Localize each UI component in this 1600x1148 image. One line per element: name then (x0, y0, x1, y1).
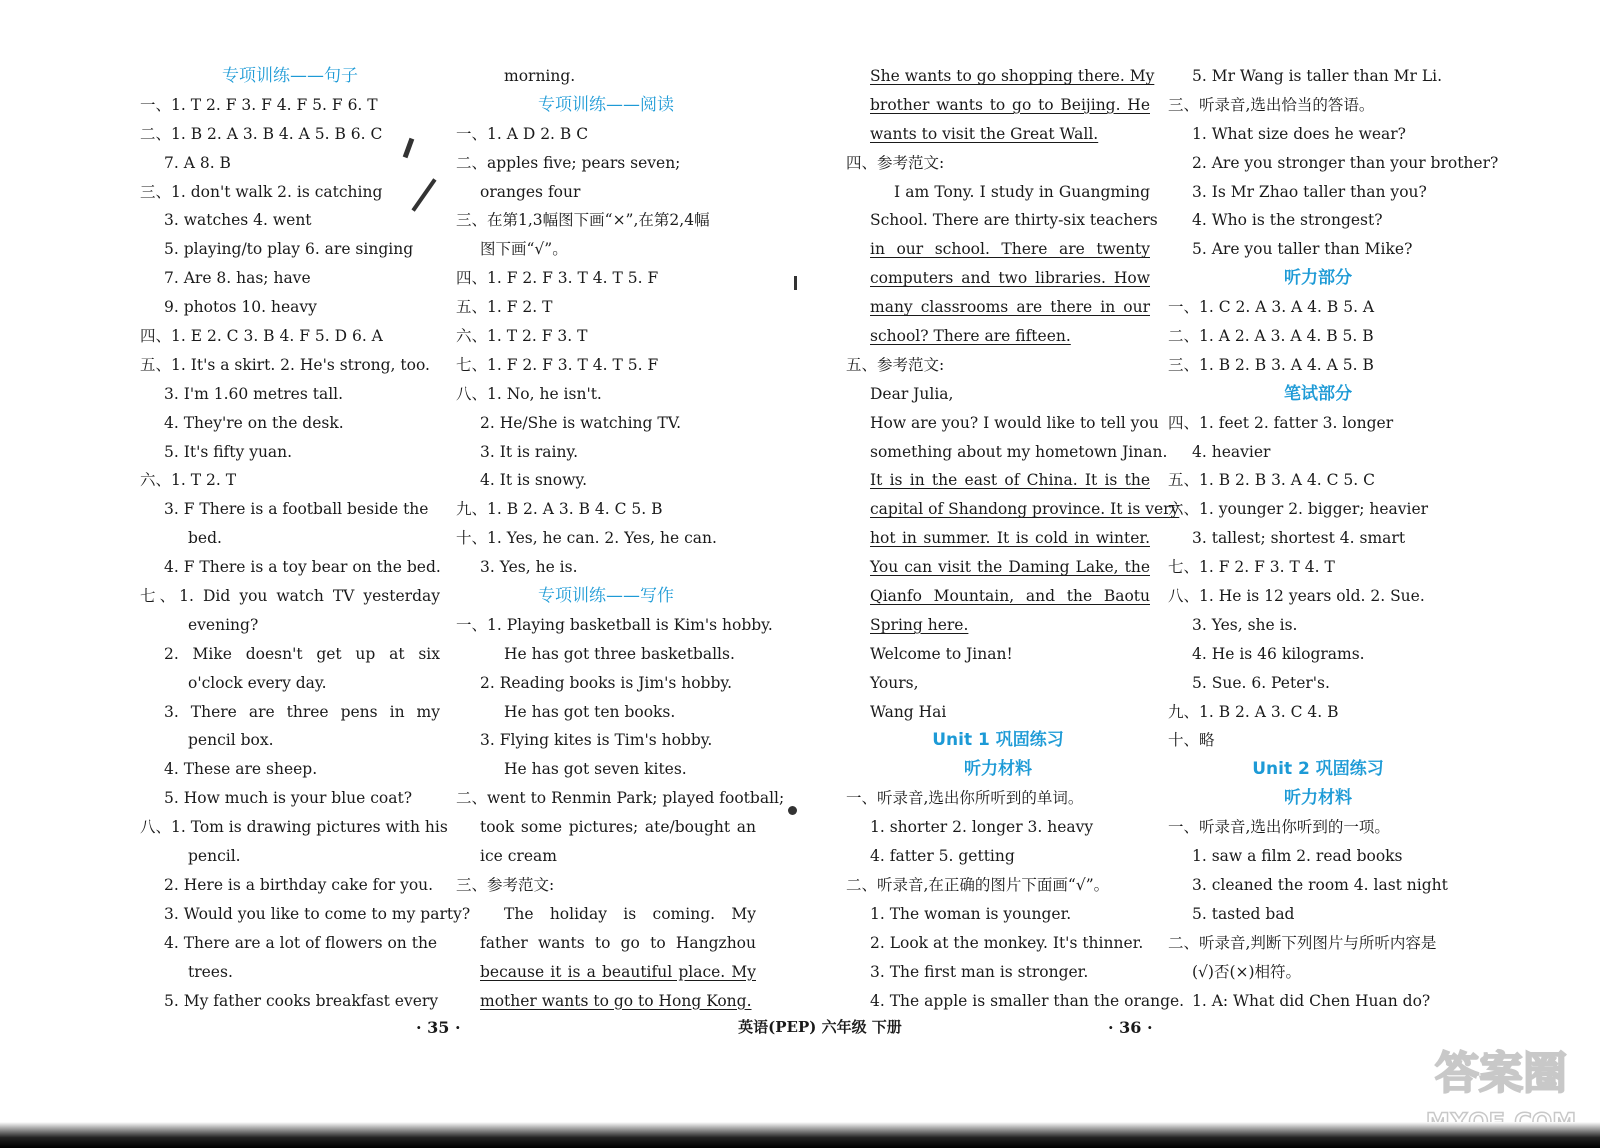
answer-line: The holiday is coming. My (504, 904, 756, 923)
column-2 (456, 62, 785, 1015)
answer-line: 六、1. T 2. F 3. T (456, 327, 588, 346)
answer-line: 一、1. C 2. A 3. A 4. B 5. A (1168, 298, 1375, 317)
answer-line: school? There are fifteen. (870, 327, 1071, 346)
answer-line: 六、1. younger 2. bigger; heavier (1168, 500, 1429, 519)
answer-line: 一、1. T 2. F 3. F 4. F 5. F 6. T (140, 95, 378, 114)
answer-line: evening? (188, 615, 259, 634)
answer-line: 3. It is rainy. (480, 442, 579, 461)
answer-line: He has got seven kites. (504, 760, 687, 779)
answer-line: 三、参考范文: (456, 875, 555, 894)
answer-line: 二、went to Renmin Park; played football; (456, 789, 785, 808)
answer-line: 1. saw a film 2. read books (1192, 847, 1403, 866)
answer-line: 十、1. Yes, he can. 2. Yes, he can. (456, 529, 717, 548)
column-3 (846, 62, 1185, 1015)
answer-line: 3. Flying kites is Tim's hobby. (480, 731, 713, 750)
answer-line: 七、1. F 2. F 3. T 4. T 5. F (456, 355, 659, 374)
answer-line: morning. (504, 67, 576, 85)
answer-line: She wants to go shopping there. My (870, 67, 1155, 85)
answer-line: 八、1. No, he isn't. (456, 384, 602, 403)
answer-line: 3. Yes, he is. (480, 558, 578, 577)
scan-mark (794, 276, 797, 290)
answer-line: 5. tasted bad (1192, 904, 1295, 923)
watermark-top: 答案圈 (1435, 1048, 1567, 1099)
answer-line: 4. They're on the desk. (164, 413, 344, 432)
answer-line: 七、1. Did you watch TV yesterday (140, 587, 440, 606)
answer-line: 四、1. F 2. F 3. T 4. T 5. F (456, 269, 659, 288)
answer-line: 2. Look at the monkey. It's thinner. (870, 933, 1144, 952)
answer-line: 一、听录音,选出你所听到的单词。 (846, 789, 1084, 808)
answer-line: 1. A: What did Chen Huan do? (1192, 991, 1431, 1010)
answer-line: Wang Hai (870, 702, 947, 721)
answer-line: 2. Here is a birthday cake for you. (164, 875, 434, 894)
column-4 (1168, 62, 1499, 1015)
answer-line: 三、听录音,选出恰当的答语。 (1168, 95, 1375, 114)
answer-line: 四、1. E 2. C 3. B 4. F 5. D 6. A (140, 327, 383, 346)
scan-mark (788, 806, 797, 815)
scan-edge (0, 1122, 1600, 1148)
answer-line: 九、1. B 2. A 3. C 4. B (1168, 702, 1339, 721)
answer-line: 五、1. It's a skirt. 2. He's strong, too. (140, 355, 430, 374)
answer-line: (√)否(×)相符。 (1192, 962, 1302, 981)
answer-line: He has got ten books. (504, 702, 676, 721)
section-heading: 专项训练——写作 (538, 586, 674, 607)
answer-line: 4. heavier (1192, 442, 1271, 461)
section-heading: 听力部分 (1284, 268, 1352, 289)
section-heading: 听力材料 (1284, 788, 1352, 809)
answer-line: 一、听录音,选出你听到的一项。 (1168, 818, 1390, 837)
answer-line: I am Tony. I study in Guangming (894, 182, 1150, 201)
answer-line: You can visit the Daming Lake, the (870, 558, 1150, 577)
answer-line: 3. Is Mr Zhao taller than you? (1192, 182, 1427, 201)
answer-line: 三、在第1,3幅图下画“×”,在第2,4幅 (456, 211, 710, 230)
answer-line: 一、1. A D 2. B C (456, 124, 589, 143)
answer-line: in our school. There are twenty (870, 240, 1150, 259)
answer-line: bed. (188, 529, 222, 548)
column-1 (140, 62, 471, 1015)
answer-line: Dear Julia, (870, 384, 954, 403)
answer-line: 四、参考范文: (846, 153, 945, 172)
section-heading: 笔试部分 (1284, 383, 1352, 404)
answer-line: 4. These are sheep. (164, 760, 318, 779)
section-heading: 专项训练——句子 (222, 66, 358, 86)
page-number-right: · 36 · (1108, 1018, 1153, 1037)
answer-line: 7. A 8. B (164, 153, 231, 172)
answer-line: 2. Mike doesn't get up at six (164, 644, 440, 663)
answer-line: 4. Who is the strongest? (1192, 211, 1383, 230)
answer-line: 4. The apple is smaller than the orange. (870, 991, 1185, 1010)
answer-line: 五、1. B 2. B 3. A 4. C 5. C (1168, 471, 1375, 490)
answer-line: 4. F There is a toy bear on the bed. (164, 558, 441, 577)
answer-line: pencil. (188, 847, 241, 866)
section-heading: Unit 1 巩固练习 (932, 730, 1064, 751)
answer-line: 3. The first man is stronger. (870, 962, 1089, 981)
answer-line: 3. Yes, she is. (1192, 615, 1298, 634)
answer-line: 图下画“√”。 (480, 240, 568, 259)
book-title: 英语(PEP) 六年级 下册 (738, 1018, 902, 1036)
answer-line: 4. There are a lot of flowers on the (164, 933, 438, 952)
answer-line: 5. Sue. 6. Peter's. (1192, 673, 1330, 692)
answer-line: He has got three basketballs. (504, 644, 735, 663)
answer-line: 4. He is 46 kilograms. (1192, 644, 1365, 663)
answer-line: 七、1. F 2. F 3. T 4. T (1168, 558, 1335, 577)
answer-line: oranges four (480, 182, 581, 201)
answer-line: 十、略 (1168, 731, 1215, 750)
answer-line: Welcome to Jinan! (870, 644, 1013, 663)
answer-line: Qianfo Mountain, and the Baotu (870, 587, 1150, 606)
answer-line: 二、apples five; pears seven; (456, 153, 681, 172)
answer-line: 9. photos 10. heavy (164, 298, 317, 317)
answer-line: 二、听录音,在正确的图片下面画“√”。 (846, 875, 1110, 894)
answer-line: computers and two libraries. How (870, 269, 1150, 288)
answer-line: pencil box. (188, 731, 274, 750)
answer-line: 2. Are you stronger than your brother? (1192, 153, 1499, 172)
answer-line: 八、1. He is 12 years old. 2. Sue. (1168, 587, 1425, 606)
answer-line: 2. He/She is watching TV. (480, 413, 682, 432)
answer-line: 4. fatter 5. getting (870, 847, 1015, 866)
answer-line: 3. I'm 1.60 metres tall. (164, 384, 344, 403)
answer-line: 四、1. feet 2. fatter 3. longer (1168, 413, 1394, 432)
answer-line: capital of Shandong province. It is very (870, 500, 1180, 519)
answer-line: 二、1. B 2. A 3. B 4. A 5. B 6. C (140, 124, 383, 143)
answer-line: 九、1. B 2. A 3. B 4. C 5. B (456, 500, 663, 519)
answer-line: 八、1. Tom is drawing pictures with his (140, 818, 448, 837)
answer-line: 1. The woman is younger. (870, 904, 1072, 923)
answer-line: o'clock every day. (188, 673, 327, 692)
answer-line: How are you? I would like to tell you (870, 413, 1159, 432)
answer-line: hot in summer. It is cold in winter. (870, 529, 1150, 548)
answer-line: 1. What size does he wear? (1192, 124, 1406, 143)
answer-line: 5. playing/to play 6. are singing (164, 240, 414, 259)
answer-line: took some pictures; ate/bought an (480, 818, 756, 837)
answer-line: 3. watches 4. went (164, 211, 312, 230)
section-heading: Unit 2 巩固练习 (1252, 759, 1384, 780)
answer-line: wants to visit the Great Wall. (870, 124, 1099, 143)
answer-line: 4. It is snowy. (480, 471, 587, 490)
page-number-left: · 35 · (416, 1018, 461, 1037)
answer-line: 二、听录音,判断下列图片与所听内容是 (1168, 933, 1437, 952)
answer-line: trees. (188, 962, 233, 981)
section-heading: 专项训练——阅读 (538, 94, 674, 115)
answer-line: something about my hometown Jinan. (870, 442, 1168, 461)
answer-line: 2. Reading books is Jim's hobby. (480, 673, 733, 692)
answer-line: mother wants to go to Hong Kong. (480, 991, 752, 1010)
answer-line: 六、1. T 2. T (140, 471, 237, 490)
answer-line: father wants to go to Hangzhou (480, 933, 756, 952)
answer-line: 五、1. F 2. T (456, 298, 553, 317)
answer-line: It is in the east of China. It is the (870, 471, 1150, 490)
answer-line: 5. How much is your blue coat? (164, 789, 413, 808)
section-heading: 听力材料 (964, 759, 1032, 780)
answer-line: 五、参考范文: (846, 355, 945, 374)
answer-line: 三、1. B 2. B 3. A 4. A 5. B (1168, 355, 1374, 374)
answer-line: 5. My father cooks breakfast every (164, 991, 439, 1010)
answer-line: 3. tallest; shortest 4. smart (1192, 529, 1406, 548)
answer-line: 三、1. don't walk 2. is catching (140, 182, 383, 201)
answer-line: ice cream (480, 847, 557, 866)
answer-line: 5. Mr Wang is taller than Mr Li. (1192, 67, 1443, 85)
answer-line: 3. Would you like to come to my party? (164, 904, 471, 923)
answer-line: 3. There are three pens in my (164, 702, 440, 721)
answer-line: School. There are thirty-six teachers (870, 211, 1158, 230)
answer-line: 3. F There is a football beside the (164, 500, 429, 519)
answer-line: 3. cleaned the room 4. last night (1192, 875, 1448, 894)
answer-line: 5. It's fifty yuan. (164, 442, 293, 461)
answer-line: 一、1. Playing basketball is Kim's hobby. (456, 615, 773, 634)
answer-line: because it is a beautiful place. My (480, 962, 756, 981)
answer-line: 5. Are you taller than Mike? (1192, 240, 1413, 259)
answer-line: Spring here. (870, 615, 969, 634)
answer-line: many classrooms are there in our (870, 298, 1150, 317)
answer-line: 二、1. A 2. A 3. A 4. B 5. B (1168, 327, 1374, 346)
answer-line: 1. shorter 2. longer 3. heavy (870, 818, 1094, 837)
answer-line: 7. Are 8. has; have (164, 269, 311, 288)
answer-line: Yours, (870, 673, 919, 692)
answer-line: brother wants to go to Beijing. He (870, 95, 1150, 114)
